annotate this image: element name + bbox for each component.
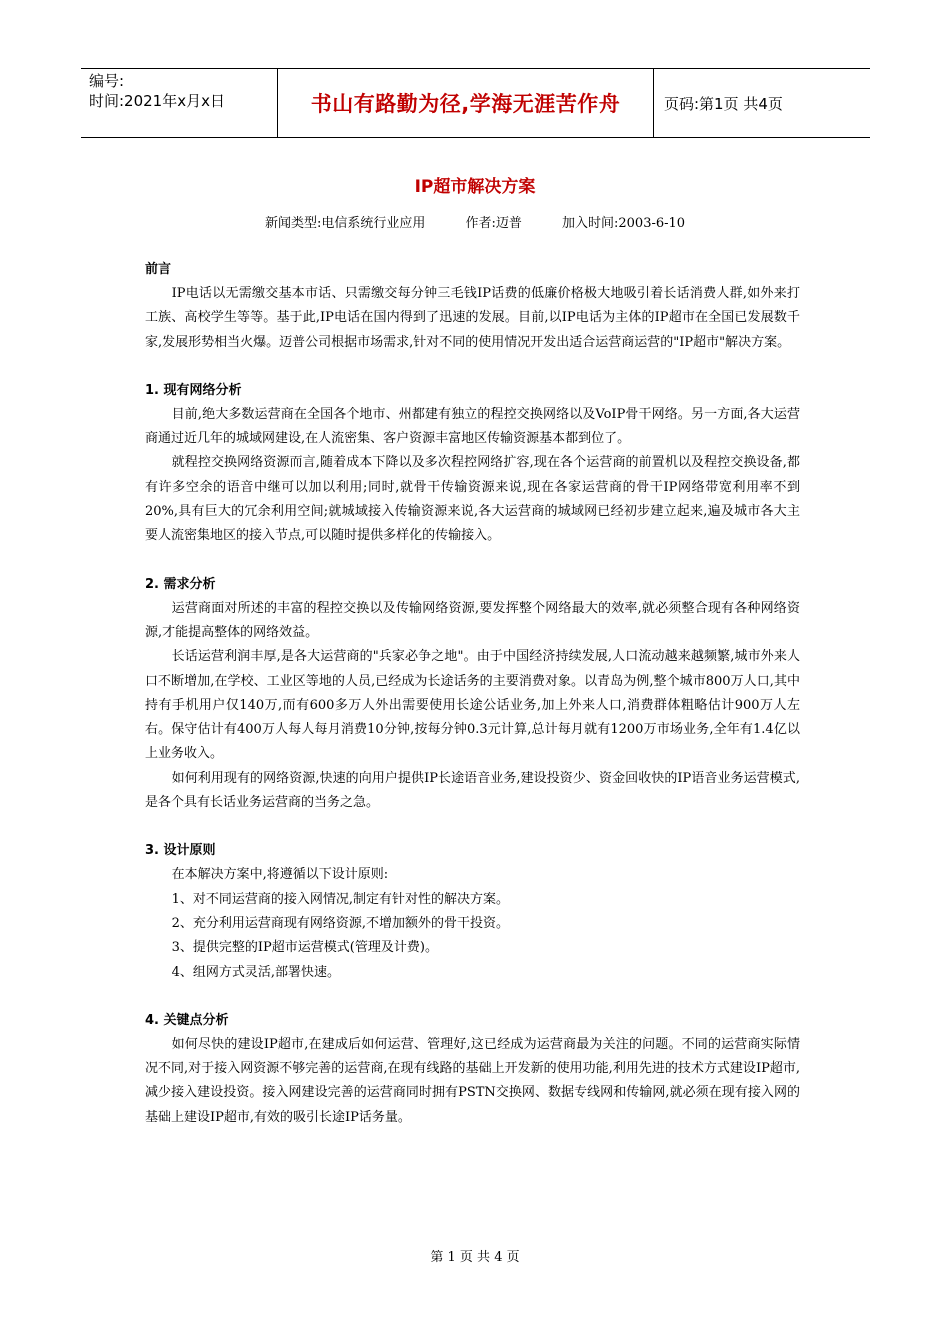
time-label: 时间:2021年x月x日 bbox=[89, 92, 225, 110]
section4-paragraph-1: 如何尽快的建设IP超市,在建成后如何运营、管理好,这已经成为运营商最为关注的问题。不同的运营商实际情况不同,对于接入网资源不够完善的运营商,在现有线路的基础上开发新的使用功能,利用先进的技术方式建设IP超市,减少接入建设投资。接入网建设完善的运营商同时拥有PSTN交换网、数据专线网和传输网,就必须在现有接入网的基础上建设IP超市,有效的吸引长途IP话务量。 bbox=[145, 1036, 800, 1125]
meta-author: 作者:迈普 bbox=[465, 216, 522, 231]
principle-item: 2、充分利用运营商现有网络资源,不增加额外的骨干投资。 bbox=[171, 915, 510, 931]
header-info-cell bbox=[81, 69, 278, 137]
preface-heading: 前言 bbox=[145, 262, 172, 277]
section2-paragraph-3: 如何利用现有的网络资源,快速的向用户提供IP长途语音业务,建设投资少、资金回收快的IP语音业务运营模式,是各个具有长话业务运营商的当务之急。 bbox=[145, 770, 800, 811]
article-meta bbox=[0, 212, 950, 231]
section3-intro: 在本解决方案中,将遵循以下设计原则: bbox=[171, 867, 389, 883]
preface-paragraph: IP电话以无需缴交基本市话、只需缴交每分钟三毛钱IP话费的低廉价格极大地吸引着长话消费人群,如外来打工族、高校学生等等。基于此,IP电话在国内得到了迅速的发展。目前,以IP电话为主体的IP超市在全国已发展数千家,发展形势相当火爆。迈普公司根据市场需求,针对不同的使用情况开发出适合运营商运营的"IP超市"解决方案。 bbox=[145, 286, 800, 350]
meta-date: 加入时间:2003-6-10 bbox=[562, 216, 686, 231]
header-page-label: 页码:第1页 共4页 bbox=[664, 94, 783, 113]
article-body bbox=[145, 258, 800, 1130]
section1-paragraph-2: 就程控交换网络资源而言,随着成本下降以及多次程控网络扩容,现在各个运营商的前置机以及程控交换设备,都有许多空余的语音中继可以加以利用;同时,就骨干传输资源来说,现在各家运营商的骨干IP网络带宽利用率不到20%,具有巨大的冗余利用空间;就城域接入传输资源来说,各大运营商的城域网已经初步建立起来,遍及城市各大主要人流密集地区的接入节点,可以随时提供多样化的传输接入。 bbox=[145, 455, 800, 544]
page-footer: 第 1 页 共 4 页 bbox=[430, 1250, 520, 1265]
section2-paragraph-1: 运营商面对所述的丰富的程控交换以及传输网络资源,要发挥整个网络最大的效率,就必须整合现有各种网络资源,才能提高整体的网络效益。 bbox=[145, 600, 800, 640]
number-label: 编号: bbox=[89, 72, 125, 90]
section2-paragraph-2: 长话运营利润丰厚,是各大运营商的"兵家必争之地"。由于中国经济持续发展,人口流动越来越频繁,城市外来人口不断增加,在学校、工业区等地的人员,已经成为长途话务的主要消费对象。以青岛为例,整个城市800万人口,其中持有手机用户仅140万,而有600多万人外出需要使用长途公话业务,加上外来人口,消费群体粗略估计900万人左右。保守估计有400万人每人每月消费10分钟,按每分钟0.3元计算,总计每月就有1200万市场业务,全年有1.4亿以上业务收入。 bbox=[145, 649, 800, 762]
section4-heading: 4. 关键点分析 bbox=[145, 1012, 229, 1028]
principle-item: 4、组网方式灵活,部署快速。 bbox=[171, 964, 341, 980]
page-header bbox=[81, 68, 870, 138]
document-title: IP超市解决方案 bbox=[414, 177, 536, 197]
principle-item: 1、对不同运营商的接入网情况,制定有针对性的解决方案。 bbox=[171, 891, 510, 907]
section1-paragraph-1: 目前,绝大多数运营商在全国各个地市、州都建有独立的程控交换网络以及VoIP骨干网络。另一方面,各大运营商通过近几年的城域网建设,在人流密集、客户资源丰富地区传输资源基本都到位了。 bbox=[145, 406, 800, 447]
header-motto: 书山有路勤为径,学海无涯苦作舟 bbox=[278, 69, 654, 137]
section1-heading: 1. 现有网络分析 bbox=[145, 382, 242, 398]
meta-type: 新闻类型:电信系统行业应用 bbox=[264, 216, 426, 231]
section2-heading: 2. 需求分析 bbox=[145, 576, 216, 592]
section3-heading: 3. 设计原则 bbox=[145, 843, 216, 859]
principle-item: 3、提供完整的IP超市运营模式(管理及计费)。 bbox=[171, 940, 438, 956]
